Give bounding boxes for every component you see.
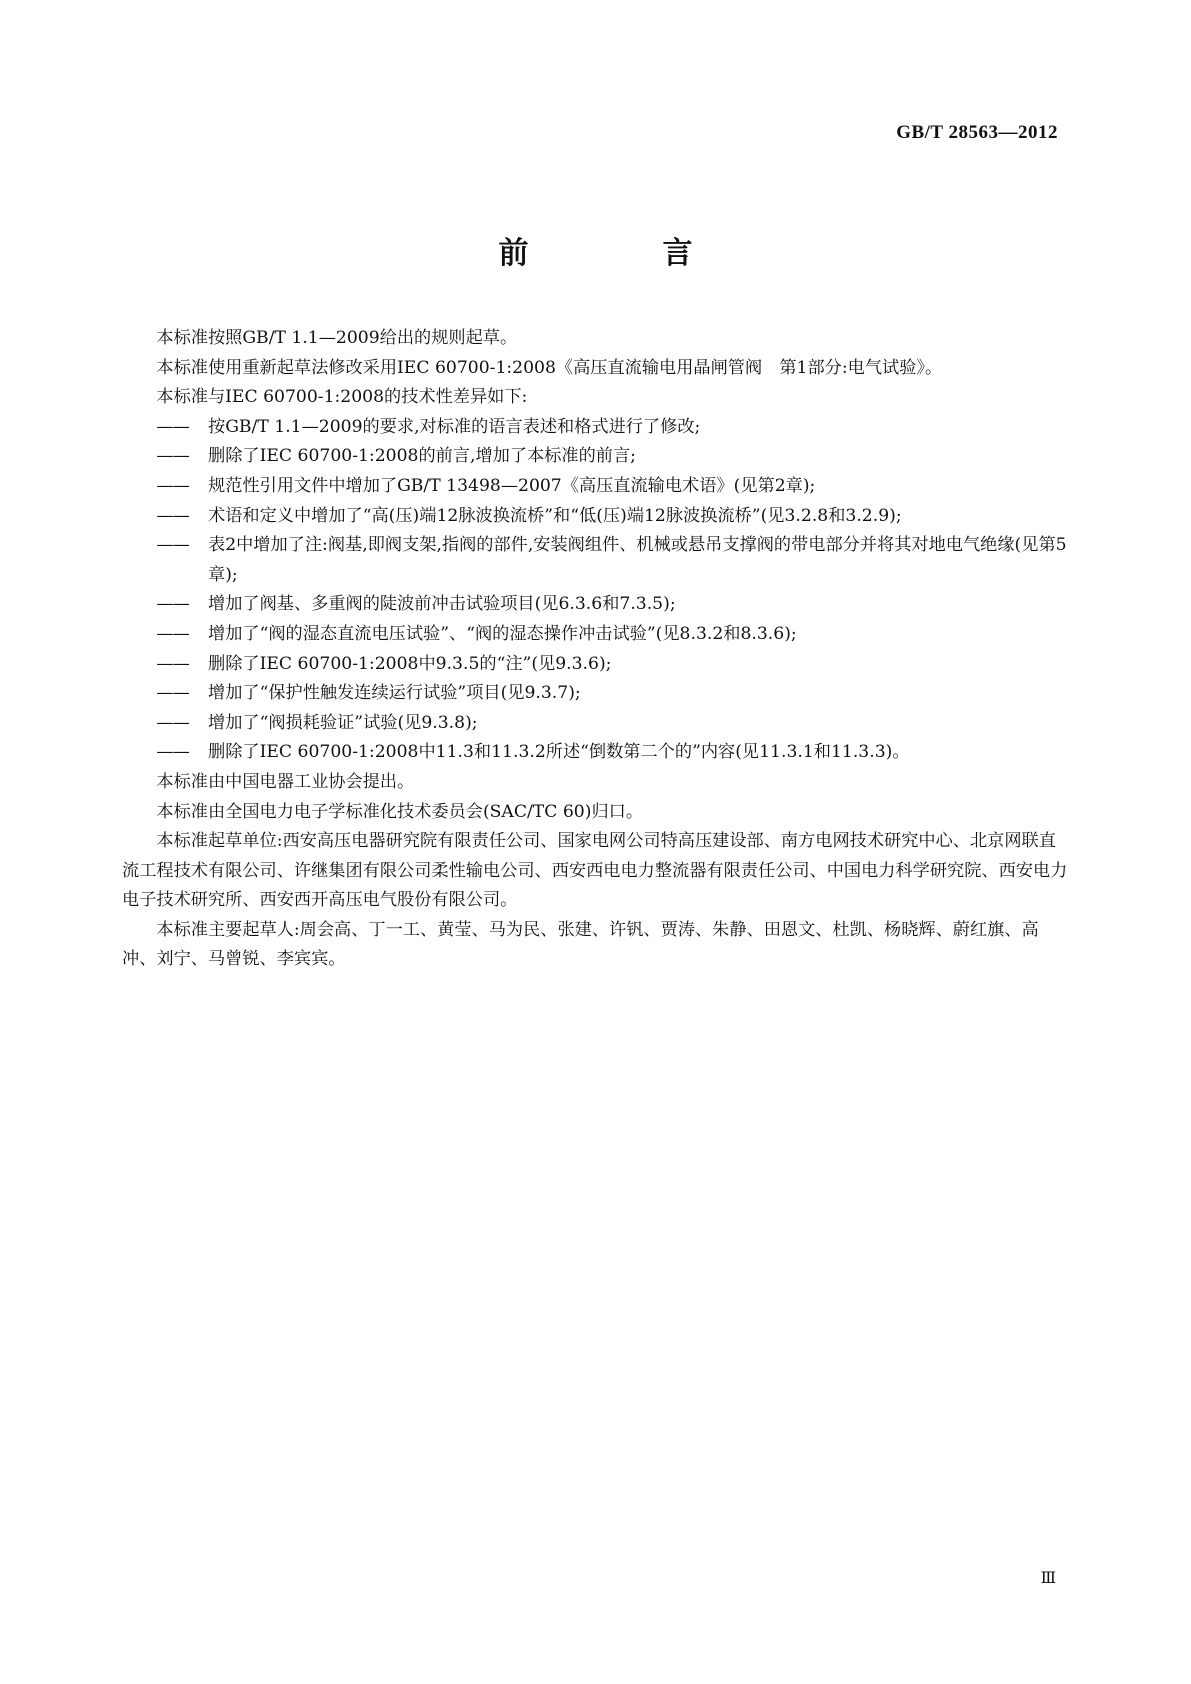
paragraph-committee: 本标准由全国电力电子学标准化技术委员会(SAC/TC 60)归口。 [156, 801, 644, 822]
paragraph-drafting-units: 本标准起草单位:西安高压电器研究院有限责任公司、国家电网公司特高压建设部、南方电网技术研究中心、北京网联直流工程技术有限公司、许继集团有限公司柔性输电公司、西安西电电力整流器有限责任公司、中国电力科学研究院、西安电力电子技术研究所、西安西开高压电气股份有限公司。 [122, 831, 1068, 911]
paragraph-drafting-rules: 本标准按照GB/T 1.1—2009给出的规则起草。 [156, 328, 518, 348]
dash-symbol: —— [156, 742, 189, 763]
difference-item: —— 删除了IEC 60700-1:2008中11.3和11.3.2所述“倒数第二个的”内容(见11.3.1和11.3.3)。 [122, 738, 1069, 768]
difference-item: —— 增加了“阀损耗验证”试验(见9.3.8); [122, 709, 1069, 739]
paragraph-differences-intro: 本标准与IEC 60700-1:2008的技术性差异如下: [156, 387, 528, 408]
dash-symbol: —— [156, 416, 189, 437]
paragraph-proposer: 本标准由中国电器工业协会提出。 [156, 771, 415, 792]
dash-symbol: —— [156, 683, 189, 704]
difference-item: —— 增加了“保护性触发连续运行试验”项目(见9.3.7); [122, 679, 1069, 709]
dash-symbol: —— [156, 594, 189, 615]
dash-symbol: —— [156, 653, 189, 674]
dash-symbol: —— [156, 475, 189, 496]
difference-item: —— 术语和定义中增加了“高(压)端12脉波换流桥”和“低(压)端12脉波换流桥”(见3.2.8和3.2.9); [122, 502, 1069, 532]
standard-code: GB/T 28563—2012 [896, 122, 1058, 143]
difference-item: —— 删除了IEC 60700-1:2008的前言,增加了本标准的前言; [122, 442, 1069, 472]
document-body [122, 324, 1069, 975]
paragraph-adoption: 本标准使用重新起草法修改采用IEC 60700-1:2008《高压直流输电用晶闸管阀 第1部分:电气试验》。 [156, 357, 943, 378]
difference-item: —— 表2中增加了注:阀基,即阀支架,指阀的部件,安装阀组件、机械或悬吊支撑阀的带电部分并将其对地电气绝缘(见第5章); [122, 531, 1069, 590]
dash-symbol: —— [156, 712, 189, 733]
difference-item: —— 删除了IEC 60700-1:2008中9.3.5的“注”(见9.3.6); [122, 650, 1069, 680]
dash-symbol: —— [156, 535, 189, 556]
paragraph-drafters: 本标准主要起草人:周会高、丁一工、黄莹、马为民、张建、许钒、贾涛、朱静、田恩文、杜凯、杨晓辉、蔚红旗、高冲、刘宁、马曾锐、李宾宾。 [122, 919, 1039, 970]
difference-item: —— 规范性引用文件中增加了GB/T 13498—2007《高压直流输电术语》(见第2章); [122, 472, 1069, 502]
difference-item: —— 增加了阀基、多重阀的陡波前冲击试验项目(见6.3.6和7.3.5); [122, 590, 1069, 620]
dash-symbol: —— [156, 446, 189, 467]
dash-symbol: —— [156, 505, 189, 526]
difference-item: —— 按GB/T 1.1—2009的要求,对标准的语言表述和格式进行了修改; [122, 413, 1069, 443]
page-title: 前 言 [498, 236, 745, 271]
dash-symbol: —— [156, 623, 189, 644]
page-number: Ⅲ [1040, 1570, 1056, 1587]
difference-item: —— 增加了“阀的湿态直流电压试验”、“阀的湿态操作冲击试验”(见8.3.2和8.3.6); [122, 620, 1069, 650]
